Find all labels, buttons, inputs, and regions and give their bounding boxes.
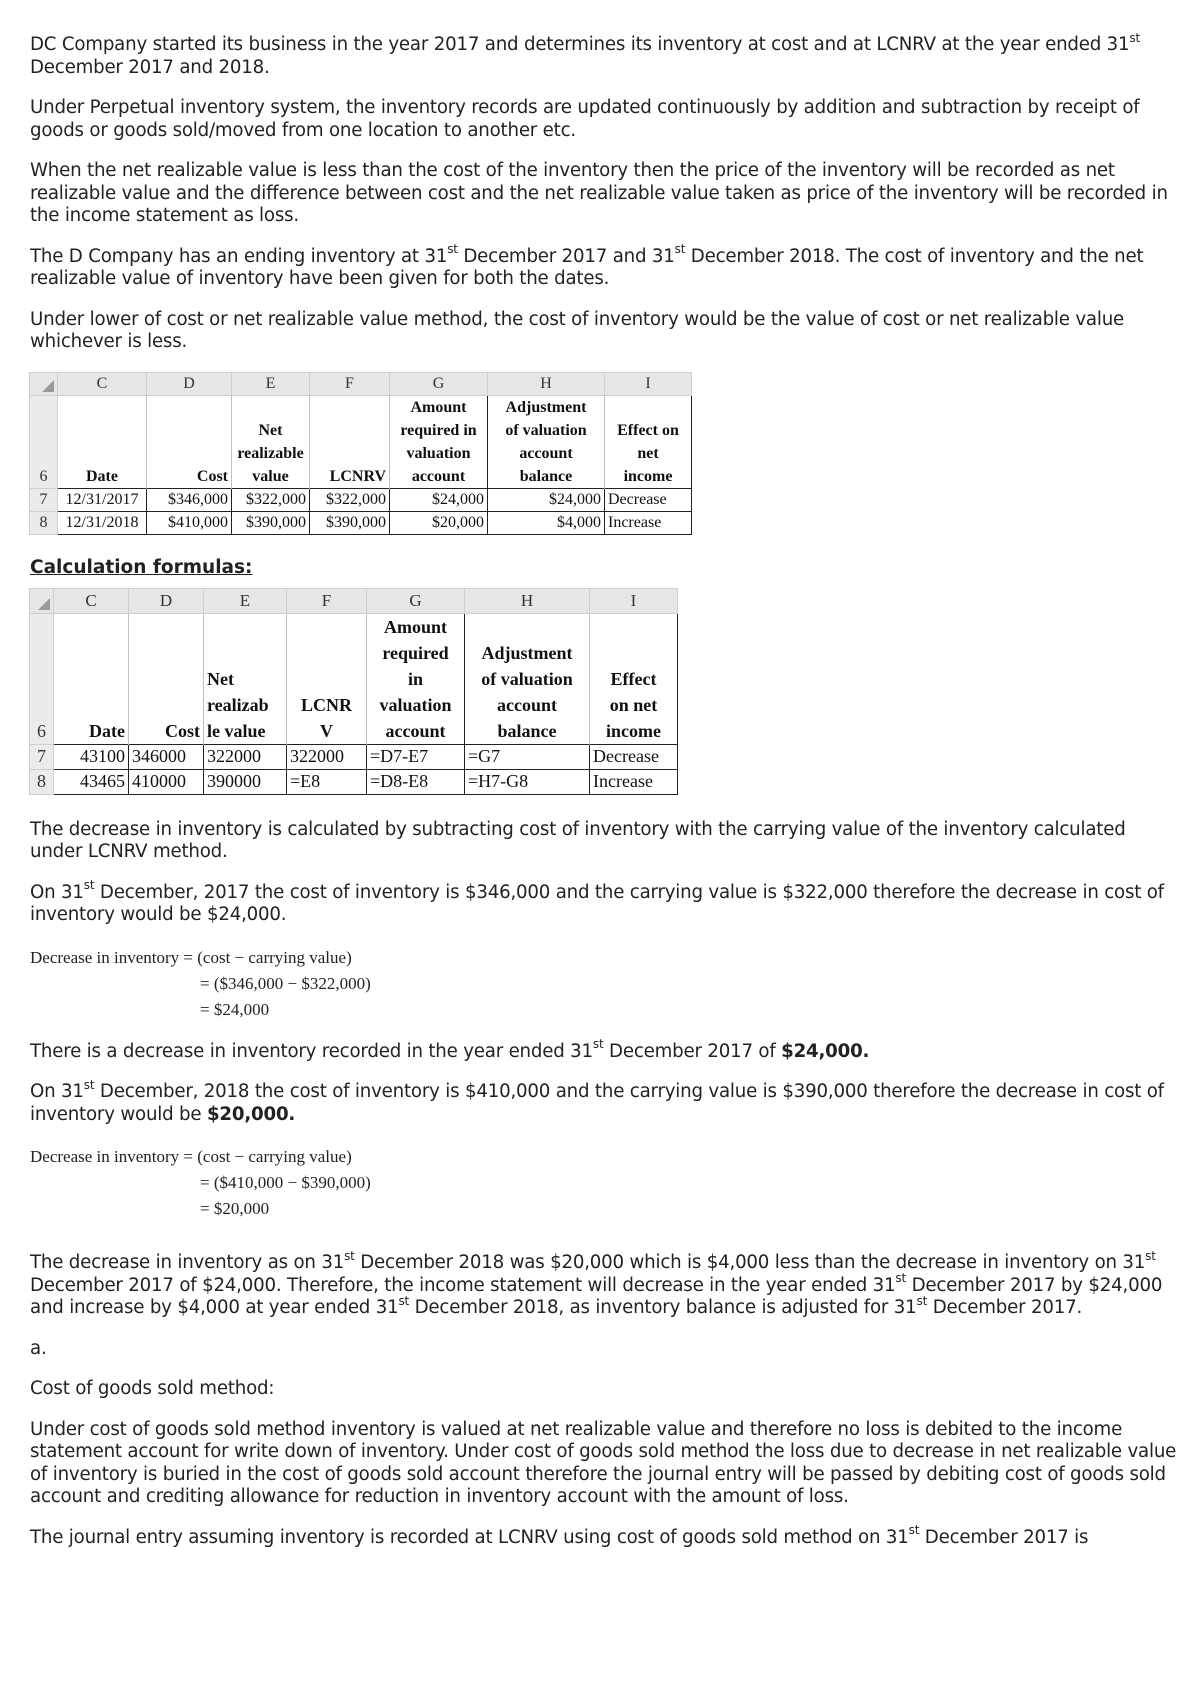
table-cell: =H7-G8: [465, 769, 590, 794]
comparison-paragraph: The decrease in inventory as on 31st December 2018 was $20,000 which is $4,000 less than the decrease in inventory on 31st December 2017 of $24,000. Therefore, the income statement will decrease in the year ended 31st December 2017 by $24,000 and increase by $4,000 at year ended 31st December 2018, as inventory balance is adjusted for 31st December 2017.: [30, 1248, 1163, 1318]
table-cell: 43100: [54, 744, 129, 769]
row-number: 8: [30, 769, 54, 794]
table-cell: 390000: [204, 769, 287, 794]
table-cell: 322000: [287, 744, 367, 769]
column-header: H: [465, 588, 590, 613]
row-number: 8: [30, 511, 58, 534]
header-cell: Effect on net income: [605, 395, 692, 488]
column-header-row: [30, 588, 678, 613]
column-header: E: [204, 588, 287, 613]
part-a-label: a.: [30, 1337, 47, 1359]
table-cell: $20,000: [390, 511, 488, 534]
header-cell: Cost: [147, 395, 232, 488]
ending-inventory-paragraph: The D Company has an ending inventory at 31st December 2017 and 31st December 2018. The cost of inventory and the net realizable value of inventory have been given for both the dates.: [30, 242, 1144, 289]
row-number: 7: [30, 744, 54, 769]
cogs-method-heading: Cost of goods sold method:: [30, 1378, 275, 1399]
header-row: [30, 613, 678, 744]
calculation-2017: [30, 945, 1180, 1023]
calculation-formulas-heading: Calculation formulas:: [30, 556, 253, 578]
table-row: [30, 769, 678, 794]
table-row: [30, 488, 692, 511]
table-cell: $24,000: [488, 488, 605, 511]
decrease-explanation-paragraph: The decrease in inventory is calculated by subtracting cost of inventory with the carrying value of the inventory calculated under LCNRV method.: [30, 818, 1126, 862]
column-header: H: [488, 372, 605, 395]
intro-paragraph: DC Company started its business in the year 2017 and determines its inventory at cost and at LCNRV at the year ended 31st December 2017 and 2018.: [30, 30, 1140, 78]
decrease-2017-paragraph: There is a decrease in inventory recorded in the year ended 31st December 2017 of $24,000.: [30, 1037, 870, 1062]
header-cell: LCNR V: [287, 613, 367, 744]
table-cell: $322,000: [310, 488, 390, 511]
table-cell: =D8-E8: [367, 769, 465, 794]
header-cell: Net realizab le value: [204, 613, 287, 744]
journal-entry-paragraph: The journal entry assuming inventory is recorded at LCNRV using cost of goods sold method on 31st December 2017 is: [30, 1523, 1089, 1548]
column-header: C: [54, 588, 129, 613]
table-cell: 43465: [54, 769, 129, 794]
calc-line: Decrease in inventory = (cost − carrying value): [30, 947, 352, 967]
column-header: F: [287, 588, 367, 613]
december-2017-paragraph: On 31st December, 2017 the cost of inventory is $346,000 and the carrying value is $322,000 therefore the decrease in cost of inventory would be $24,000.: [30, 878, 1164, 925]
column-header: G: [367, 588, 465, 613]
column-header: F: [310, 372, 390, 395]
header-cell: Cost: [129, 613, 204, 744]
table-cell: 12/31/2017: [58, 488, 147, 511]
header-cell: LCNRV: [310, 395, 390, 488]
calc-line: = $20,000: [200, 1199, 270, 1218]
table-cell: Decrease: [605, 488, 692, 511]
table-cell: 12/31/2018: [58, 511, 147, 534]
calc-line: = ($410,000 − $390,000): [200, 1173, 371, 1192]
header-cell: Amount required in valuation account: [367, 613, 465, 744]
select-all-corner: [30, 588, 54, 613]
table-cell: 410000: [129, 769, 204, 794]
column-header: D: [147, 372, 232, 395]
row-number: 6: [30, 613, 54, 744]
december-2018-paragraph: On 31st December, 2018 the cost of inventory is $410,000 and the carrying value is $390,000 therefore the decrease in cost of inventory would be $20,000.: [30, 1077, 1164, 1125]
table-cell: =G7: [465, 744, 590, 769]
perpetual-paragraph: Under Perpetual inventory system, the inventory records are updated continuously by addition and subtraction by receipt of goods or goods sold/moved from one location to another etc.: [30, 97, 1140, 141]
table-cell: Decrease: [590, 744, 678, 769]
nrv-paragraph: When the net realizable value is less than the cost of the inventory then the price of the inventory will be recorded as net realizable value and the difference between cost and the net realizable value taken as price of the inventory will be recorded in the income statement as loss.: [30, 160, 1168, 226]
table-cell: $410,000: [147, 511, 232, 534]
header-cell: Date: [54, 613, 129, 744]
column-header: I: [605, 372, 692, 395]
row-number: 6: [30, 395, 58, 488]
header-cell: Date: [58, 395, 147, 488]
header-cell: Amount required in valuation account: [390, 395, 488, 488]
table-cell: Increase: [590, 769, 678, 794]
select-all-corner: [30, 372, 58, 395]
formula-table: [29, 588, 678, 795]
table-cell: $24,000: [390, 488, 488, 511]
table-cell: $4,000: [488, 511, 605, 534]
header-row: [30, 395, 692, 488]
column-header: G: [390, 372, 488, 395]
column-header: D: [129, 588, 204, 613]
column-header: E: [232, 372, 310, 395]
lcnrv-paragraph: Under lower of cost or net realizable value method, the cost of inventory would be the value of cost or net realizable value whichever is less.: [30, 308, 1125, 352]
table-cell: 346000: [129, 744, 204, 769]
header-cell: Adjustment of valuation account balance: [488, 395, 605, 488]
table-cell: =E8: [287, 769, 367, 794]
column-header: C: [58, 372, 147, 395]
table-cell: =D7-E7: [367, 744, 465, 769]
table-cell: $346,000: [147, 488, 232, 511]
lcnrv-values-table: [29, 372, 692, 535]
calc-line: Decrease in inventory = (cost − carrying value): [30, 1147, 352, 1166]
table-cell: Increase: [605, 511, 692, 534]
calc-line: = $24,000: [200, 999, 270, 1019]
calculation-2018: [30, 1144, 1180, 1222]
calc-line: = ($346,000 − $322,000): [200, 973, 371, 993]
header-cell: Effect on net income: [590, 613, 678, 744]
table-cell: $322,000: [232, 488, 310, 511]
header-cell: Adjustment of valuation account balance: [465, 613, 590, 744]
cogs-method-paragraph: Under cost of goods sold method inventory is valued at net realizable value and therefore no loss is debited to the income statement account for write down of inventory. Under cost of goods sold method the loss due to decrease in net realizable value of inventory is buried in the cost of goods sold account therefore the journal entry will be passed by debiting cost of goods sold account and crediting allowance for reduction in inventory account with the amount of loss.: [30, 1418, 1177, 1507]
table-cell: 322000: [204, 744, 287, 769]
table-cell: $390,000: [232, 511, 310, 534]
document-page: [30, 30, 1180, 1567]
table-cell: $390,000: [310, 511, 390, 534]
table-row: [30, 511, 692, 534]
table-row: [30, 744, 678, 769]
header-cell: Net realizable value: [232, 395, 310, 488]
column-header-row: [30, 372, 692, 395]
column-header: I: [590, 588, 678, 613]
row-number: 7: [30, 488, 58, 511]
